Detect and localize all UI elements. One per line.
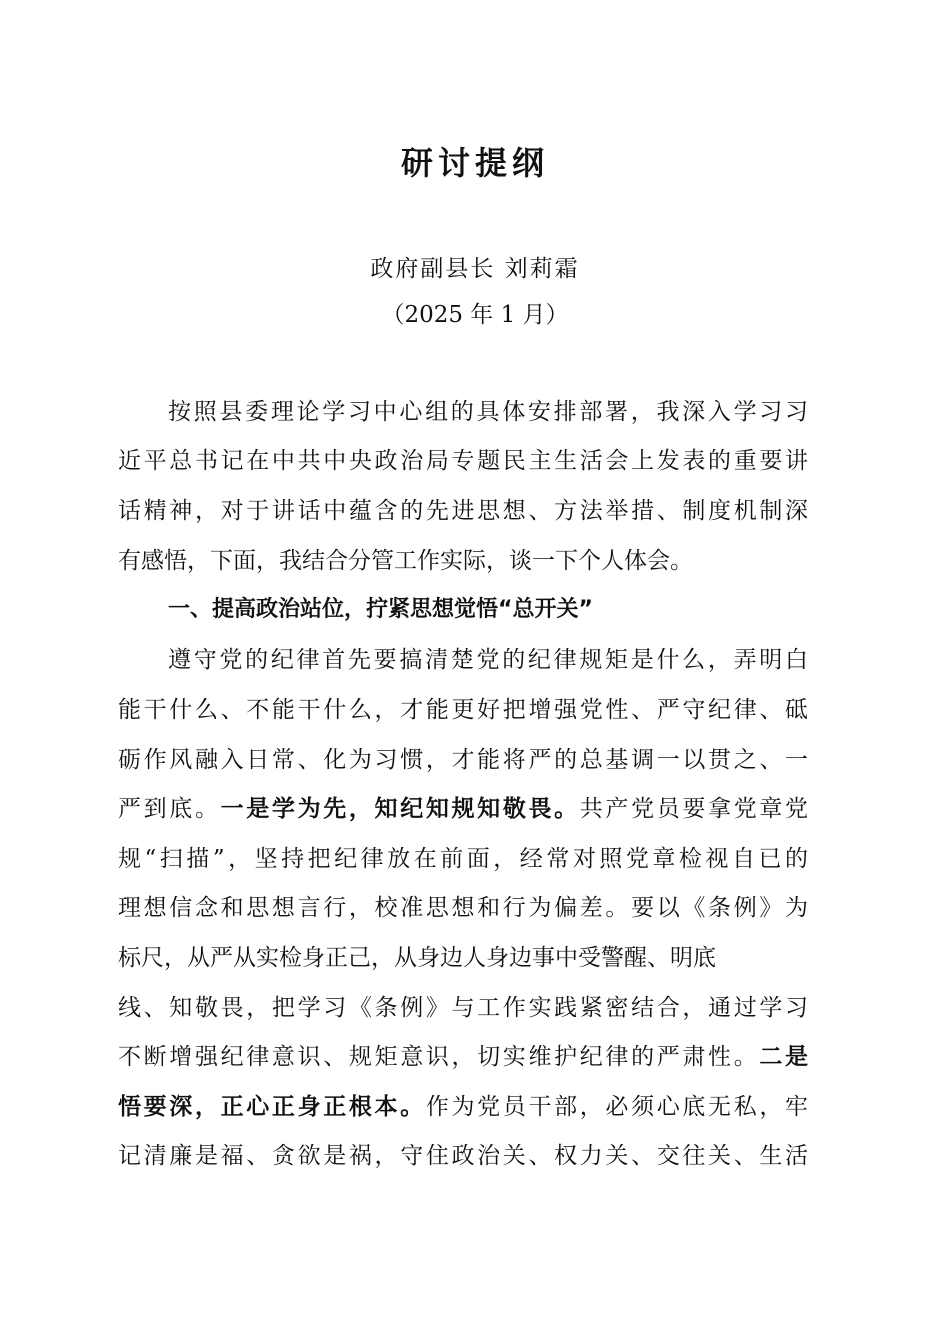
point-one-emphasis: 一是学为先，知纪知规知敬畏。 (220, 795, 580, 822)
body-line (118, 789, 808, 829)
intro-line: 近平总书记在中共中央政治局专题民主生活会上发表的重要讲 (118, 448, 808, 474)
body-line: 标尺，从严从实检身正己，从身边人身边事中受警醒、明底 (118, 945, 716, 971)
body-text: 共产党员要拿党章党 (579, 796, 809, 822)
body-line: 能干什么、不能干什么，才能更好把增强党性、严守纪律、砥 (118, 697, 808, 723)
body-line: 线、知敬畏，把学习《条例》与工作实践紧密结合，通过学习 (118, 995, 808, 1021)
document-title: 研讨提纲 (400, 144, 549, 182)
intro-line: 有感悟，下面，我结合分管工作实际，谈一下个人体会。 (118, 548, 693, 574)
intro-line: 按照县委理论学习中心组的具体安排部署，我深入学习习 (168, 399, 808, 425)
author-line: 政府副县长 刘莉霜 (370, 256, 580, 282)
body-line: 遵守党的纪律首先要搞清楚党的纪律规矩是什么，弄明白 (168, 647, 808, 673)
body-line: 规“扫描”，坚持把纪律放在前面，经常对照党章检视自已的 (118, 846, 808, 872)
intro-line: 话精神，对于讲话中蕴含的先进思想、方法举措、制度机制深 (118, 498, 808, 524)
body-line (118, 1037, 808, 1077)
body-line: 理想信念和思想言行，校准思想和行为偏差。要以《条例》为 (118, 895, 808, 921)
body-text: 严到底。 (118, 796, 221, 822)
body-line: 记清廉是福、贪欲是祸，守住政治关、权力关、交往关、生活 (118, 1143, 808, 1169)
body-text: 不断增强纪律意识、规矩意识，切实维护纪律的严肃性。 (118, 1044, 760, 1070)
body-line (118, 1087, 808, 1127)
body-line: 砺作风融入日常、化为习惯，才能将严的总基调一以贯之、一 (118, 747, 808, 773)
section-heading: 一、提高政治站位，拧紧思想觉悟“总开关” (168, 597, 593, 622)
point-two-emphasis: 二是 (759, 1043, 809, 1070)
point-two-emphasis: 悟要深，正心正身正根本。 (118, 1093, 426, 1120)
body-text: 作为党员干部，必须心底无私，牢 (425, 1094, 809, 1120)
date-line: （2025 年 1 月） (381, 302, 569, 328)
